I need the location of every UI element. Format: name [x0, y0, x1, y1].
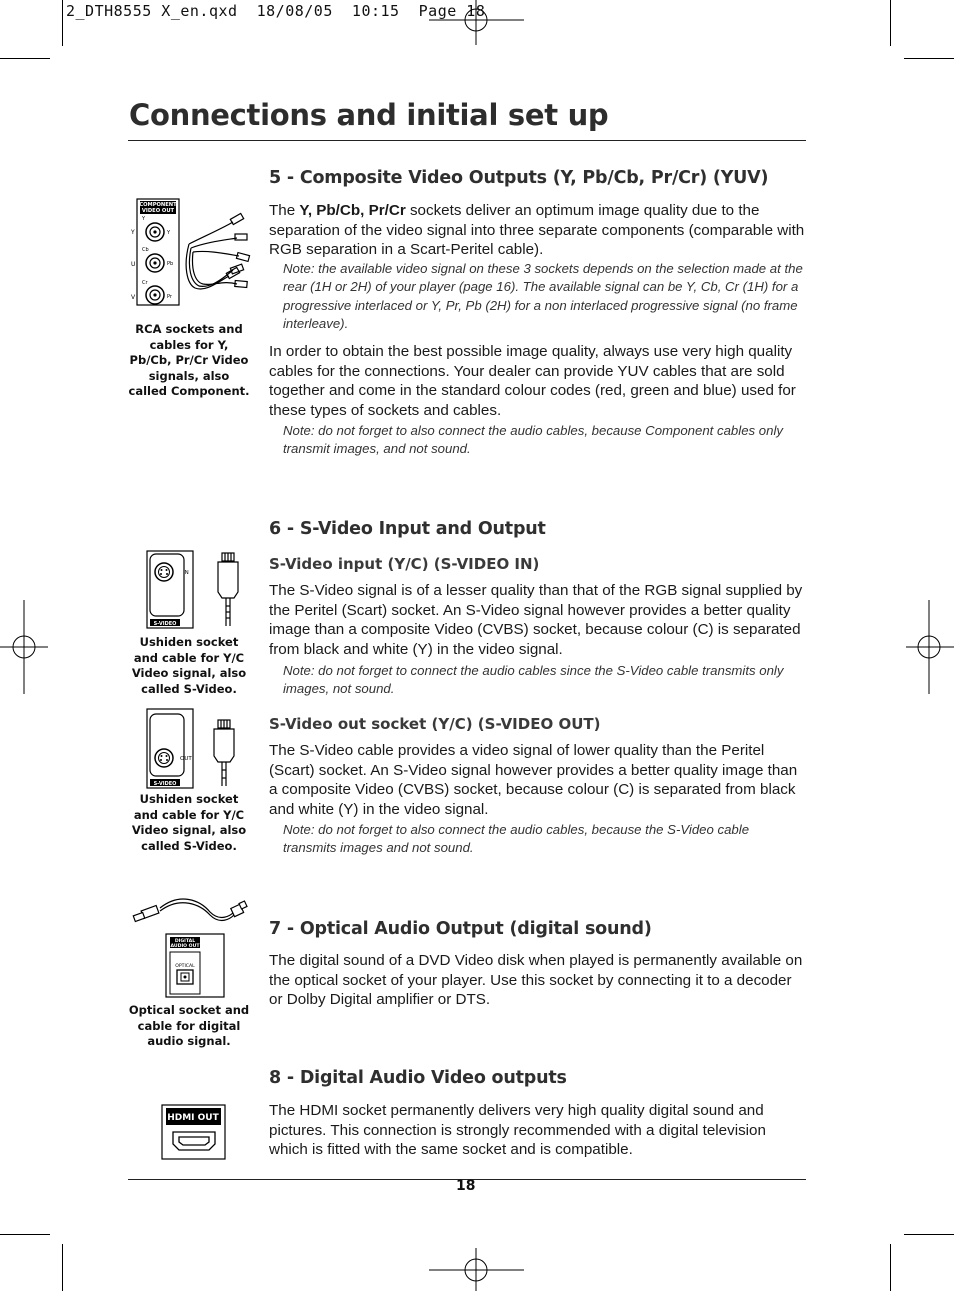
title-rule	[128, 140, 806, 141]
svg-text:OPTICAL: OPTICAL	[175, 964, 195, 969]
page-title: Connections and initial set up	[129, 98, 609, 132]
svg-text:Y: Y	[142, 216, 146, 222]
svg-text:HDMI OUT: HDMI OUT	[167, 1113, 219, 1123]
label-u-left: U	[131, 261, 136, 268]
registration-mark-right	[904, 600, 954, 695]
s-video-in-plug-icon	[218, 553, 238, 626]
registration-mark-bottom	[427, 1248, 527, 1291]
rca-cables-icon	[186, 213, 249, 289]
svg-text:Pb: Pb	[167, 261, 174, 267]
section-5-note-2: Note: do not forget to also connect the audio cables, because Component cables only transmit images, and not sound.	[283, 423, 783, 457]
component-video-illustration	[133, 196, 253, 308]
optical-cable-icon	[133, 899, 247, 921]
s-video-out-plug-icon	[214, 720, 234, 786]
section-8-heading: 8 - Digital Audio Video outputs	[269, 1068, 567, 1088]
section-5-paragraph-2: In order to obtain the best possible image quality, always use very high quality cables for the connections. Your dealer can provide YUV cables that are sold together and come in the standard colour codes (red, green and blue) used for these types of sockets and cables.	[269, 343, 796, 419]
svg-text:S-VIDEO: S-VIDEO	[153, 621, 177, 627]
component-caption: RCA sockets and cables for Y, Pb/Cb, Pr/Cr Video signals, also called Component.	[128, 322, 250, 398]
section-6-heading: 6 - S-Video Input and Output	[269, 519, 546, 539]
section-7-heading: 7 - Optical Audio Output (digital sound)	[269, 919, 652, 939]
section-6-note-2: Note: do not forget to also connect the audio cables, because the S-Video cable transmits images and not sound.	[283, 822, 750, 856]
section-8-paragraph: The HDMI socket permanently delivers very high quality digital sound and pictures. This connection is strongly recommended with a digital television which is fitted with the same socket and is compatible.	[269, 1102, 766, 1159]
section-6-paragraph-1: The S-Video signal is of a lesser quality than that of the RGB signal supplied by the Peritel (Scart) socket. An S-Video signal however provides a better quality image than a composite Video (CVBS) socket, because colour (C) is separated from black and white (Y) in the video signal.	[269, 582, 803, 658]
svg-text:IN: IN	[183, 570, 189, 576]
section-6-paragraph-2: The S-Video cable provides a video signal of lower quality than the Peritel (Scart) socket. An S-Video signal however provides a better quality image than a composite Video (CVBS) socket, because colour (C) is separated from black and white (Y) in the video signal.	[269, 742, 798, 818]
section-7-paragraph: The digital sound of a DVD Video disk when played is permanently available on the optical socket of your player. Use this socket by connecting it to a decoder or Dolby Digital amplifier or DTS.	[269, 952, 803, 1009]
optical-caption: Optical socket and cable for digital audio signal.	[128, 1003, 250, 1048]
label-v-left: V	[131, 294, 136, 301]
s-video-in-caption: Ushiden socket and cable for Y/C Video signal, also called S-Video.	[131, 635, 247, 696]
registration-mark-top	[427, 0, 527, 46]
section-5-paragraph-1: The Y, Pb/Cb, Pr/Cr sockets deliver an optimum image quality due to the separation of the video signal into three separate components (comparable with RGB separation in a Scart-Peritel cable).	[269, 202, 805, 259]
svg-text:AUDIO OUT: AUDIO OUT	[170, 944, 200, 949]
svg-text:S-VIDEO: S-VIDEO	[153, 781, 177, 787]
hdmi-illustration	[161, 1104, 227, 1161]
page-number: 18	[456, 1178, 476, 1194]
section-5-heading: 5 - Composite Video Outputs (Y, Pb/Cb, Pr/Cr) (YUV)	[269, 168, 769, 188]
s-video-in-illustration	[146, 550, 241, 630]
s-video-out-illustration	[146, 708, 241, 790]
optical-illustration	[130, 896, 250, 1000]
svg-text:VIDEO OUT: VIDEO OUT	[141, 208, 175, 214]
section-5-note-1: Note: the available video signal on these 3 sockets depends on the selection made at the rear (1H or 2H) of your player (page 16). The available signal can be Y, Cb, Cr (1H) for a progressive interlaced or Y, Pr, Pb (2H) for a non interlaced progressive signal (no frame interleave).	[283, 261, 803, 331]
optical-panel-header: DIGITAL	[174, 939, 196, 944]
svg-text:Y: Y	[167, 230, 171, 236]
s-video-out-socket-icon	[155, 749, 173, 767]
svg-text:OUT: OUT	[180, 756, 192, 762]
svg-text:Pr: Pr	[167, 294, 172, 300]
print-slug: 2_DTH8555 X_en.qxd 18/08/05 10:15 Page 18	[66, 2, 486, 20]
section-6-note-1: Note: do not forget to connect the audio cables since the S-Video cable transmits only images, not sound.	[283, 663, 784, 697]
s-video-in-socket-icon	[155, 563, 173, 581]
s-video-out-caption: Ushiden socket and cable for Y/C Video signal, also called S-Video.	[131, 792, 247, 853]
svg-text:Cr: Cr	[142, 280, 148, 286]
s-video-input-subheading: S-Video input (Y/C) (S-VIDEO IN)	[269, 555, 540, 573]
component-panel-header: COMPONENT	[139, 202, 177, 208]
label-y-left: Y	[131, 229, 135, 236]
svg-text:Cb: Cb	[142, 247, 149, 253]
s-video-output-subheading: S-Video out socket (Y/C) (S-VIDEO OUT)	[269, 715, 601, 733]
registration-mark-left	[0, 600, 50, 695]
